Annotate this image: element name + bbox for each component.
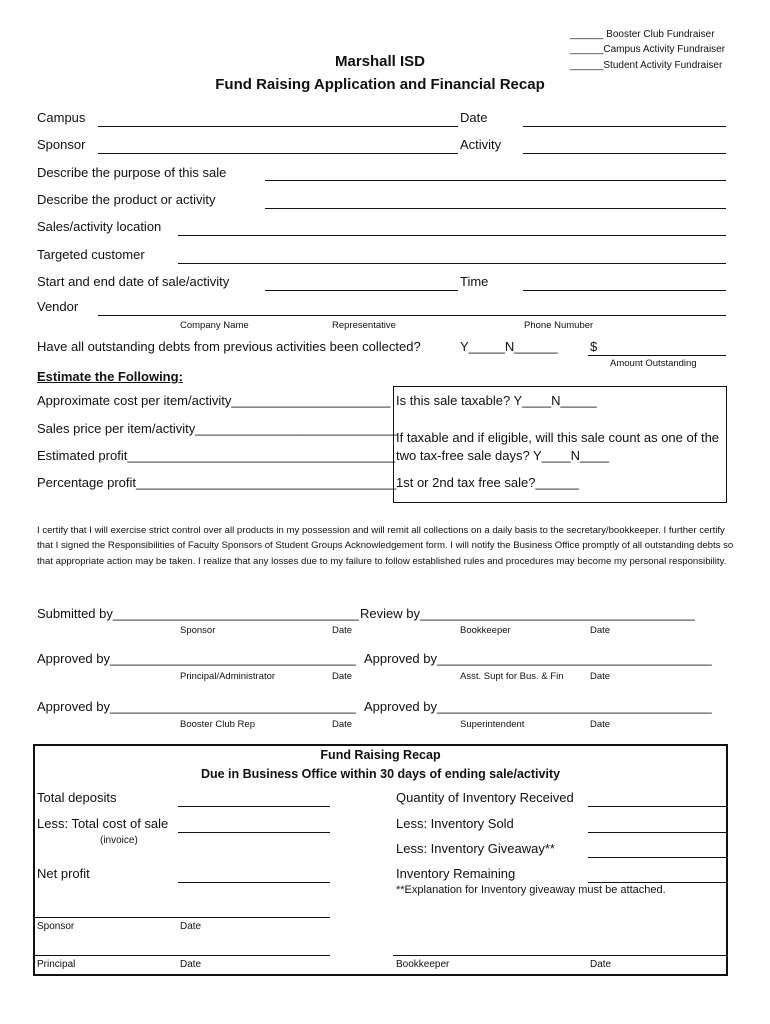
- less-sold-field[interactable]: [588, 832, 726, 833]
- qty-received-label: Quantity of Inventory Received: [396, 790, 574, 805]
- approved-by-booster[interactable]: Approved by__________________________________: [37, 699, 356, 714]
- less-sold-label: Less: Inventory Sold: [396, 816, 514, 831]
- debts-yn[interactable]: Y_____N______: [460, 339, 558, 354]
- sig-date-caption-5: Date: [332, 719, 353, 730]
- giveaway-note: **Explanation for Inventory giveaway must be attached.: [396, 884, 666, 896]
- dollar-sign: $: [590, 339, 598, 354]
- approved-by-superintendent[interactable]: Approved by______________________________________: [364, 699, 712, 714]
- inventory-remaining-field[interactable]: [588, 882, 726, 883]
- campus-activity-check[interactable]: ______Campus Activity Fundraiser: [570, 44, 726, 55]
- sig-asst-supt-caption: Asst. Supt for Bus. & Fin: [460, 671, 564, 682]
- sig-principal-caption: Principal/Administrator: [180, 671, 276, 682]
- qty-received-field[interactable]: [588, 806, 726, 807]
- company-name-caption: Company Name: [180, 320, 249, 331]
- recap-bookkeeper-sig-line[interactable]: [393, 955, 726, 956]
- recap-principal-sig-line[interactable]: [35, 955, 330, 956]
- submitted-by[interactable]: Submitted by__________________________________: [37, 606, 359, 621]
- start-end-label: Start and end date of sale/activity: [37, 274, 230, 289]
- less-giveaway-label: Less: Inventory Giveaway**: [396, 841, 555, 856]
- tax-free-which[interactable]: 1st or 2nd tax free sale?______: [396, 475, 579, 490]
- recap-principal-caption: Principal: [37, 959, 76, 970]
- total-deposits-label: Total deposits: [37, 790, 117, 805]
- estimated-profit[interactable]: Estimated profit_____________________________________: [37, 448, 395, 463]
- less-cost-field[interactable]: [178, 832, 330, 833]
- org-name: Marshall ISD: [334, 53, 426, 70]
- approved-by-principal[interactable]: Approved by__________________________________: [37, 651, 356, 666]
- sig-booster-caption: Booster Club Rep: [180, 719, 255, 730]
- cost-per-item[interactable]: Approximate cost per item/activity______________________: [37, 393, 391, 408]
- recap-bookkeeper-caption: Bookkeeper: [396, 959, 450, 970]
- vendor-label: Vendor: [37, 299, 79, 314]
- total-deposits-field[interactable]: [178, 806, 330, 807]
- approved-by-asst-supt[interactable]: Approved by______________________________________: [364, 651, 712, 666]
- sig-superintendent-caption: Superintendent: [460, 719, 525, 730]
- sig-sponsor-caption: Sponsor: [180, 625, 216, 636]
- campus-label: Campus: [37, 110, 86, 125]
- recap-subtitle: Due in Business Office within 30 days of ending sale/activity: [200, 767, 561, 781]
- inventory-remaining-label: Inventory Remaining: [396, 866, 516, 881]
- sig-date-caption-3: Date: [332, 671, 353, 682]
- sponsor-field[interactable]: [98, 153, 458, 154]
- phone-caption: Phone Numuber: [524, 320, 594, 331]
- campus-field[interactable]: [98, 126, 458, 127]
- date-field[interactable]: [523, 126, 726, 127]
- net-profit-field[interactable]: [178, 882, 330, 883]
- debts-question: Have all outstanding debts from previous activities been collected?: [37, 339, 421, 354]
- location-field[interactable]: [178, 235, 726, 236]
- sig-bookkeeper-caption: Bookkeeper: [460, 625, 511, 636]
- sig-date-caption-4: Date: [590, 671, 611, 682]
- page-title: Fund Raising Application and Financial Recap: [215, 76, 545, 93]
- time-field[interactable]: [523, 290, 726, 291]
- sig-date-caption-2: Date: [590, 625, 611, 636]
- recap-sponsor-sig-line[interactable]: [35, 917, 330, 918]
- tax-eligible-line1: If taxable and if eligible, will this sale count as one of the: [396, 430, 720, 445]
- product-field[interactable]: [265, 208, 726, 209]
- location-label: Sales/activity location: [37, 219, 162, 234]
- start-end-field[interactable]: [265, 290, 458, 291]
- net-profit-label: Net profit: [37, 866, 90, 881]
- recap-sponsor-caption: Sponsor: [37, 921, 75, 932]
- review-by[interactable]: Review by______________________________________: [360, 606, 695, 621]
- customer-label: Targeted customer: [37, 247, 145, 262]
- activity-label: Activity: [460, 137, 502, 152]
- customer-field[interactable]: [178, 263, 726, 264]
- invoice-caption: (invoice): [100, 835, 138, 846]
- vendor-field[interactable]: [98, 315, 726, 316]
- recap-date-caption-3: Date: [590, 959, 612, 970]
- recap-date-caption-2: Date: [180, 959, 202, 970]
- student-activity-check[interactable]: ______Student Activity Fundraiser: [570, 60, 723, 71]
- taxable-question[interactable]: Is this sale taxable? Y____N_____: [396, 393, 597, 408]
- date-label: Date: [460, 110, 488, 125]
- tax-eligible-line2[interactable]: two tax-free sale days? Y____N____: [396, 448, 609, 463]
- amount-field[interactable]: [588, 355, 726, 356]
- activity-field[interactable]: [523, 153, 726, 154]
- certification-text: I certify that I will exercise strict control over all products in my possession and will remit all collections on a daily basis to the secretary/bookkeeper. I further certify that I signed the Responsibilities of Faculty Sponsors of Student Groups Acknowledgement form. I will notify the Business Office promptly of all outstanding debts so that appropriate action may be taken. I realize that any losses due to my failure to follow established rules and procedures may become my personal responsibility.: [37, 525, 734, 567]
- amount-outstanding-caption: Amount Outstanding: [610, 358, 697, 369]
- product-label: Describe the product or activity: [37, 192, 216, 207]
- percentage-profit[interactable]: Percentage profit____________________________________: [37, 475, 397, 490]
- sales-price[interactable]: Sales price per item/activity____________________________: [37, 421, 398, 436]
- recap-title: Fund Raising Recap: [320, 748, 441, 762]
- recap-date-caption-1: Date: [180, 921, 202, 932]
- estimate-heading: Estimate the Following:: [37, 369, 183, 384]
- purpose-label: Describe the purpose of this sale: [37, 165, 227, 180]
- less-cost-label: Less: Total cost of sale: [37, 816, 169, 831]
- booster-club-check[interactable]: ______ Booster Club Fundraiser: [570, 29, 715, 40]
- less-giveaway-field[interactable]: [588, 857, 726, 858]
- representative-caption: Representative: [332, 320, 396, 331]
- purpose-field[interactable]: [265, 180, 726, 181]
- sig-date-caption-1: Date: [332, 625, 353, 636]
- sponsor-label: Sponsor: [37, 137, 86, 152]
- time-label: Time: [460, 274, 489, 289]
- sig-date-caption-6: Date: [590, 719, 611, 730]
